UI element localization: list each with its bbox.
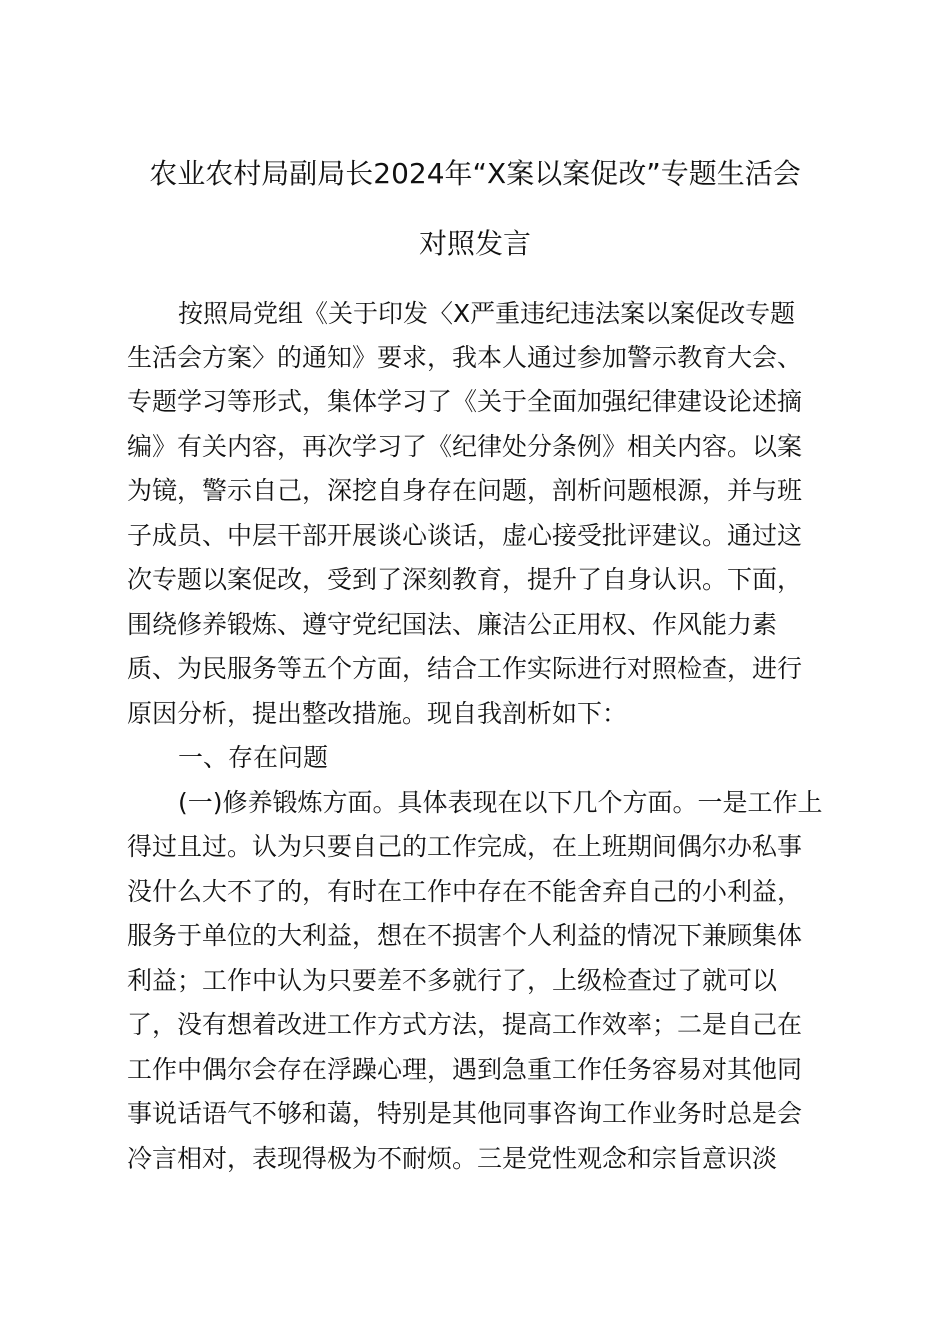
- paragraph-line: (一)修养锻炼方面。具体表现在以下几个方面。一是工作上: [178, 788, 823, 817]
- paragraph-line: 专题学习等形式，集体学习了《关于全面加强纪律建设论述摘: [127, 387, 803, 416]
- paragraph-line: 按照局党组《关于印发〈X严重违纪违法案以案促改专题: [178, 299, 796, 328]
- paragraph-line: 工作中偶尔会存在浮躁心理，遇到急重工作任务容易对其他同: [127, 1055, 803, 1084]
- paragraph-line: 次专题以案促改，受到了深刻教育，提升了自身认识。下面，: [127, 565, 803, 594]
- paragraph-line: 原因分析，提出整改措施。现自我剖析如下：: [127, 699, 628, 728]
- paragraph-line: 为镜，警示自己，深挖自身存在问题，剖析问题根源，并与班: [127, 476, 803, 505]
- paragraph-line: 冷言相对，表现得极为不耐烦。三是党性观念和宗旨意识淡: [127, 1144, 778, 1173]
- paragraph-line: 质、为民服务等五个方面，结合工作实际进行对照检查，进行: [127, 654, 803, 683]
- document-title-line-2: 对照发言: [418, 227, 531, 260]
- paragraph-line: 围绕修养锻炼、遵守党纪国法、廉洁公正用权、作风能力素: [127, 610, 778, 639]
- paragraph-line: 事说话语气不够和蔼，特别是其他同事咨询工作业务时总是会: [127, 1099, 803, 1128]
- section-heading: 一、存在问题: [178, 743, 329, 772]
- paragraph-line: 没什么大不了的，有时在工作中存在不能舍弃自己的小利益，: [127, 877, 803, 906]
- paragraph-line: 利益；工作中认为只要差不多就行了，上级检查过了就可以: [127, 966, 778, 995]
- paragraph-line: 编》有关内容，再次学习了《纪律处分条例》相关内容。以案: [127, 432, 803, 461]
- paragraph-line: 生活会方案〉的通知》要求，我本人通过参加警示教育大会、: [127, 343, 803, 372]
- paragraph-line: 了，没有想着改进工作方式方法，提高工作效率；二是自己在: [127, 1010, 803, 1039]
- paragraph-line: 服务于单位的大利益，想在不损害个人利益的情况下兼顾集体: [127, 921, 803, 950]
- paragraph-line: 得过且过。认为只要自己的工作完成，在上班期间偶尔办私事: [127, 832, 803, 861]
- document-title-line-1: 农业农村局副局长2024年“X案以案促改”专题生活会: [149, 157, 801, 190]
- paragraph-line: 子成员、中层干部开展谈心谈话，虚心接受批评建议。通过这: [127, 521, 803, 550]
